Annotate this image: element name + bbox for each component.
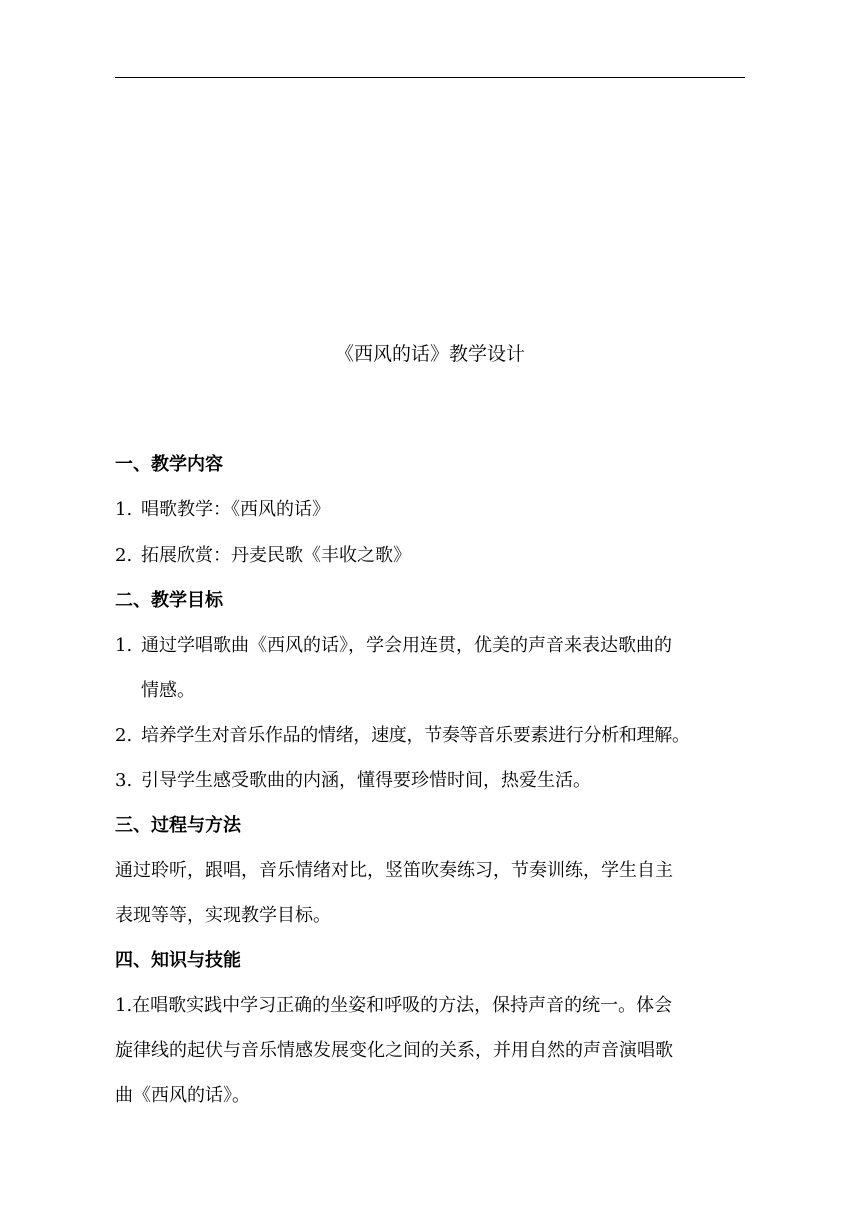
list-item-text: 拓展欣赏：丹麦民歌《丰收之歌》 [141, 545, 411, 566]
list-item-text: 引导学生感受歌曲的内涵，懂得要珍惜时间，热爱生活。 [141, 770, 591, 791]
section-heading: 一、教学内容 [115, 454, 223, 475]
header-rule [115, 77, 745, 78]
section-heading: 三、过程与方法 [115, 815, 241, 836]
paragraph-line: 旋律线的起伏与音乐情感发展变化之间的关系，并用自然的声音演唱歌 [115, 1040, 673, 1061]
list-item-number: 3. [115, 770, 133, 791]
list-item-text: 唱歌教学：《西风的话》 [141, 499, 330, 520]
list-item-continuation: 情感。 [141, 680, 195, 701]
paragraph-line: 表现等等，实现教学目标。 [115, 905, 331, 926]
list-item-number: 1. [115, 499, 133, 520]
paragraph-line: 1.在唱歌实践中学习正确的坐姿和呼吸的方法，保持声音的统一。体会 [115, 995, 673, 1016]
list-item [115, 543, 747, 569]
section-heading: 四、知识与技能 [115, 950, 241, 971]
list-item [115, 768, 747, 794]
list-item [115, 723, 747, 749]
document-title: 《西风的话》教学设计 [334, 343, 525, 365]
list-item [115, 497, 747, 523]
section-heading: 二、教学目标 [115, 590, 223, 611]
list-item-number: 2. [115, 725, 133, 746]
list-item-number: 2. [115, 545, 133, 566]
list-item-text: 培养学生对音乐作品的情绪，速度，节奏等音乐要素进行分析和理解。 [141, 725, 690, 746]
paragraph-line: 曲《西风的话》。 [115, 1085, 250, 1106]
list-item-number: 1. [115, 635, 133, 656]
list-item-text: 通过学唱歌曲《西风的话》，学会用连贯，优美的声音来表达歌曲的 [141, 635, 672, 656]
paragraph-line: 通过聆听，跟唱，音乐情绪对比，竖笛吹奏练习，节奏训练，学生自主 [115, 860, 673, 881]
list-item [115, 633, 747, 659]
